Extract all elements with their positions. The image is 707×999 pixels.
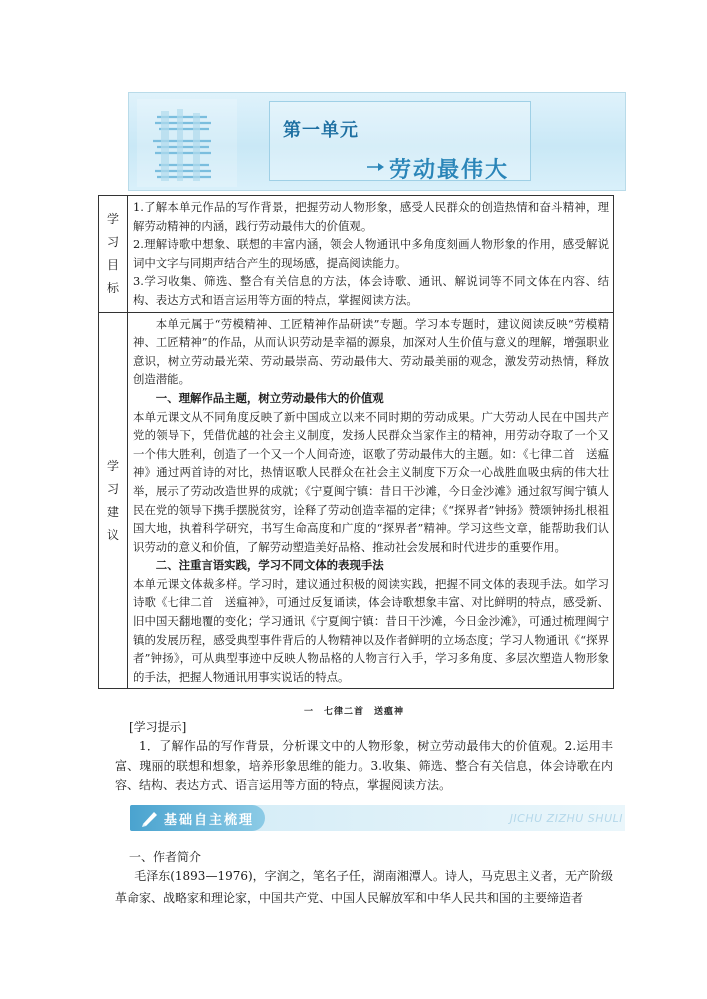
advice-paragraph-1: 本单元课文从不同角度反映了新中国成立以来不同时期的劳动成果。广大劳动人民在中国共产党的领导下，凭借优越的社会主义制度，发扬人民群众当家作主的精神，用劳动夺取了一个又一个伟大胜利，创造了一个又一个人间奇迹，讴歌了劳动最伟大的主题。如：《七律二首 送瘟神》通过两首诗的对比，热情讴歌人民群众在社会主义制度下万众一心战胜血吸虫病的伟大壮举，展示了劳动改造世界的成就；《宁夏闽宁镇：昔日干沙滩，今日金沙滩》通过叙写闽宁镇人民在党的领导下携手摆脱贫穷，诠释了劳动创造幸福的定律；《“探界者”钟扬》赞颂钟扬扎根祖国大地，执着科学研究，书写生命高度和广度的“探界者”精神。学习这些文章，能帮助我们认识劳动的意义和价值，了解劳动塑造美好品格、推动社会发展和时代进步的重要作用。 [133,409,609,554]
arrow-icon [367,162,385,172]
unit-subtitle: 劳动最伟大 [389,158,510,183]
tips-body: 1．了解作品的写作背景，分析课文中的人物形象，树立劳动最伟大的价值观。2.运用丰富、瑰丽的联想和想象，培养形象思维的能力。3.收集、筛选、整合有关信息，体会诗歌在内容、结构、表达方式、语言运用等方面的特点，掌握阅读方法。 [115,739,613,792]
author-body: 毛泽东(1893—1976)，字润之，笔名子任，湖南湘潭人。诗人，马克思主义者，无产阶级革命家、战略家和理论家，中国共产党、中国人民解放军和中华人民共和国的主要缔造者 [115,869,613,905]
advice-header-char: 习 [106,481,119,496]
goal-item: 2.理解诗歌中想象、联想的丰富内涵，领会人物通讯中多角度刻画人物形象的作用，感受解说词中文字与同期声结合产生的现场感，提高阅读能力。 [133,237,609,270]
advice-header-char: 建 [106,504,119,519]
section-label: 基础自主梳理 [164,813,255,828]
advice-heading-1: 一、理解作品主题，树立劳动最伟大的价值观 [155,390,384,405]
goals-header-char: 学 [106,211,119,226]
goal-item: 3.学习收集、筛选、整合有关信息的方法，体会诗歌、通讯、解说词等不同文体在内容、结构、表达方式和语言运用等方面的特点，掌握阅读方法。 [133,274,609,307]
advice-intro: 本单元属于“劳模精神、工匠精神作品研读”专题。学习本专题时，建议阅读反映“劳模精神、工匠精神”的作品，从而认识劳动是幸福的源泉，加深对人生价值与意义的理解，增强职业意识，树立劳动最光荣、劳动最崇高、劳动最伟大、劳动最美丽的观念，激发劳动热情，释放创造潜能。 [133,316,609,387]
pencil-icon [140,809,160,827]
lesson-title: 一 七律二首 送瘟神 [304,707,405,717]
books-icon [137,99,237,187]
unit-title: 第一单元 [283,120,359,141]
goals-header-char: 目 [106,257,119,272]
goals-row [99,196,614,313]
author-heading: 一、作者简介 [129,850,202,864]
advice-row [99,312,614,689]
section-pinyin: JICHU ZIZHU SHULI [509,812,623,825]
goals-content [128,196,614,313]
unit-plan-table [98,195,614,689]
advice-paragraph-2: 本单元课文体裁多样。学习时，建议通过积极的阅读实践，把握不同文体的表现手法。如学习诗歌《七律二首 送瘟神》，可通过反复诵读，体会诗歌想象丰富、对比鲜明的特点，感受新、旧中国天翻地覆的变化；学习通讯《宁夏闽宁镇：昔日干沙滩，今日金沙滩》，可通过梳理闽宁镇的发展历程，感受典型事件背后的人物精神以及作者鲜明的立场态度；学习人物通讯《“探界者”钟扬》，可从典型事迹中反映人物品格的人物言行入手，学习多角度、多层次塑造人物形象的手法，把握人物通讯用事实说话的特点。 [133,576,609,684]
tips-heading: [学习提示] [129,720,187,734]
advice-header-char: 学 [106,458,119,473]
goal-item: 1.了解本单元作品的写作背景，把握劳动人物形象，感受人民群众的创造热情和奋斗精神，理解劳动精神的内涵，践行劳动最伟大的价值观。 [133,200,609,233]
goals-header [99,196,128,313]
advice-header [99,312,128,689]
section-bar [130,805,625,831]
goals-header-char: 标 [106,280,119,295]
advice-header-char: 议 [106,527,119,542]
unit-banner [128,92,626,191]
advice-content [128,312,614,689]
advice-heading-2: 二、注重言语实践，学习不同文体的表现手法 [155,558,384,573]
goals-header-char: 习 [106,234,119,249]
